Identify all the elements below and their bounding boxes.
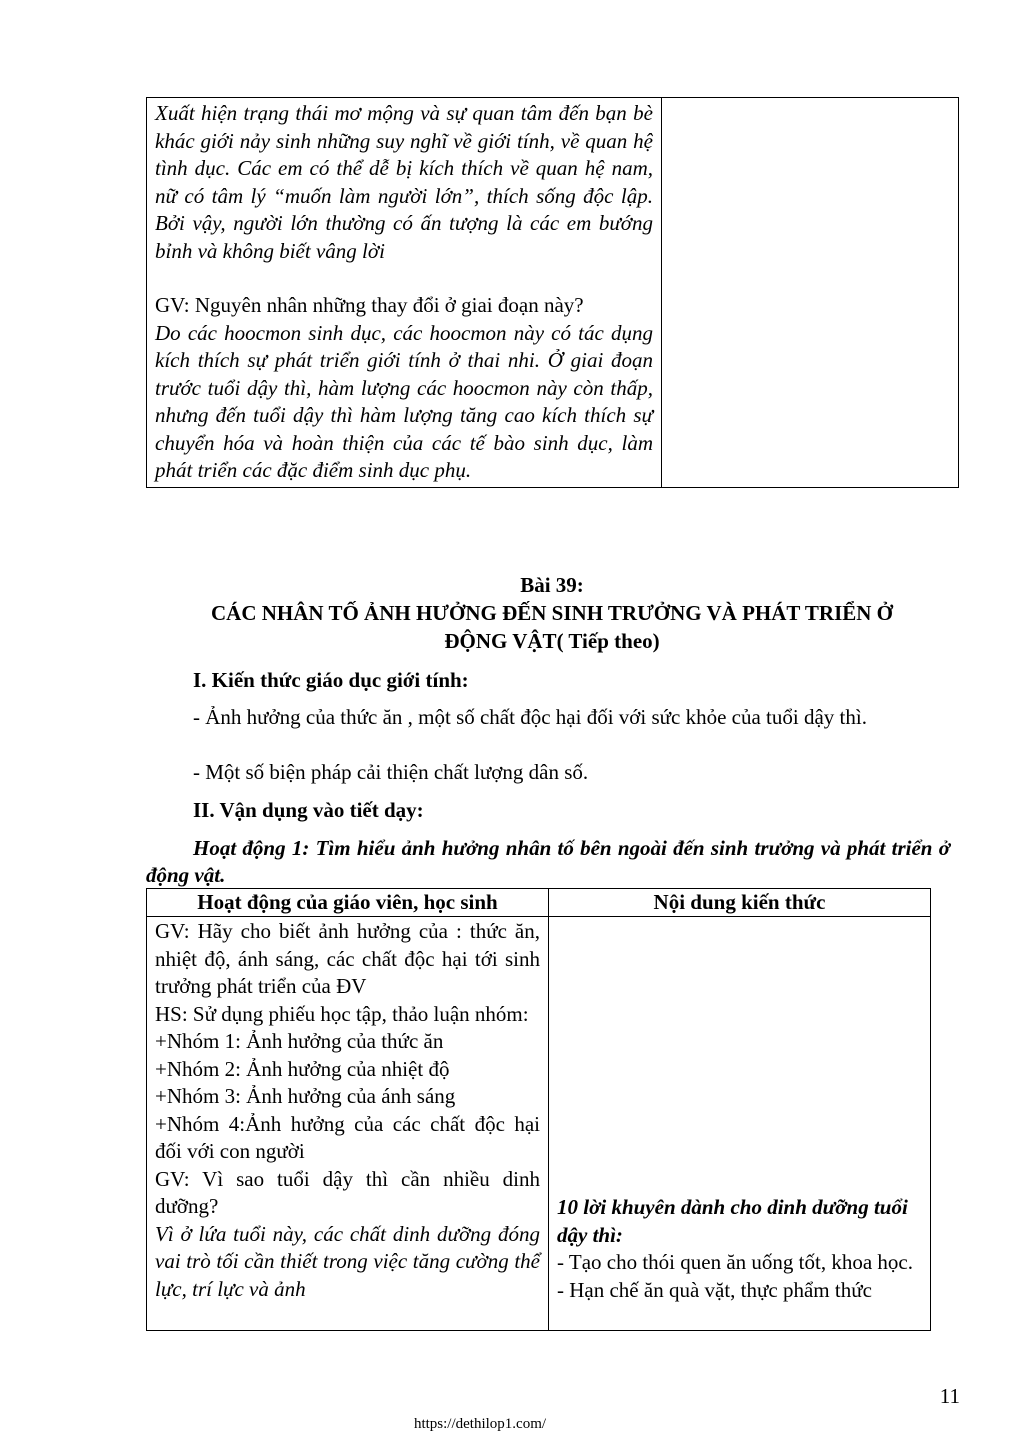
table-header-row bbox=[147, 889, 931, 917]
group-1: +Nhóm 1: Ảnh hưởng của thức ăn bbox=[155, 1029, 444, 1053]
italic-answer: Do các hoocmon sinh dục, các hoocmon này có tác dụng kích thích sự phát triển giới tính ở thai nhi. Ở giai đoạn trước tuổi dậy thì, hàm lượng các hoocmon này còn thấp, nhưng đến tuổi dậy thì hàm lượng tăng cao kích thích sự chuyển hóa và hoàn thiện của các tế bào sinh dục, làm phát triển các đặc điểm sinh dục phụ. bbox=[155, 320, 653, 482]
section2-heading: II. Vận dụng vào tiết dạy: bbox=[193, 798, 424, 822]
group-2: +Nhóm 2: Ảnh hưởng của nhiệt độ bbox=[155, 1056, 450, 1081]
table-header-activity: Hoạt động của giáo viên, học sinh bbox=[147, 889, 549, 917]
italic-answer-2: Vì ở lứa tuổi này, các chất dinh dưỡng đóng vai trò tối cần thiết trong việc tăng cường thể lực, trí lực và ảnh bbox=[155, 1221, 540, 1301]
nutrition-tip-2: - Hạn chế ăn quà vặt, thực phẩm thức bbox=[557, 1277, 872, 1302]
lesson-title-line2: ĐỘNG VẬT( Tiếp theo) bbox=[444, 629, 660, 653]
table-header-content: Nội dung kiến thức bbox=[549, 889, 931, 917]
teacher-question-1: GV: Hãy cho biết ảnh hưởng của : thức ăn, nhiệt độ, ánh sáng, các chất độc hại tới sinh trưởng phát triển của ĐV bbox=[155, 919, 540, 998]
section1-item2: - Một số biện pháp cải thiện chất lượng dân số. bbox=[193, 760, 589, 784]
nutrition-tips-heading: 10 lời khuyên dành cho dinh dưỡng tuổi dậy thì: bbox=[557, 1195, 908, 1247]
group-3: +Nhóm 3: Ảnh hưởng của ánh sáng bbox=[155, 1084, 456, 1108]
lesson-number: Bài 39: bbox=[520, 573, 584, 597]
teacher-question-2: GV: Vì sao tuổi dậy thì cần nhiều dinh dưỡng? bbox=[155, 1166, 540, 1218]
knowledge-content-cell bbox=[549, 917, 931, 1331]
section1-item1: - Ảnh hưởng của thức ăn , một số chất độc hại đối với sức khỏe của tuổi dậy thì. bbox=[193, 705, 867, 729]
page-number: 11 bbox=[939, 1384, 960, 1408]
footer-url: https://dethilop1.com/ bbox=[413, 1416, 547, 1432]
top-table-right-cell bbox=[662, 98, 959, 488]
section1-heading: I. Kiến thức giáo dục giới tính: bbox=[193, 668, 469, 692]
activity-title: Hoạt động 1: Tìm hiểu ảnh hưởng nhân tố bên ngoài đến sinh trưởng và phát triển ở động vật. bbox=[146, 836, 950, 887]
teacher-question: GV: Nguyên nhân những thay đổi ở giai đoạn này? bbox=[155, 293, 584, 317]
nutrition-tip-1: - Tạo cho thói quen ăn uống tốt, khoa học. bbox=[557, 1250, 913, 1274]
group-4: +Nhóm 4:Ảnh hưởng của các chất độc hại đối với con người bbox=[155, 1111, 540, 1163]
lesson-title-line1: CÁC NHÂN TỐ ẢNH HƯỞNG ĐẾN SINH TRƯỞNG VÀ PHÁT TRIỂN Ở bbox=[211, 601, 893, 625]
main-table bbox=[146, 888, 931, 1331]
top-table-left-cell bbox=[147, 98, 662, 488]
table-row bbox=[147, 917, 931, 1331]
italic-paragraph: Xuất hiện trạng thái mơ mộng và sự quan tâm đến bạn bè khác giới nảy sinh những suy nghĩ về giới tính, về quan hệ tình dục. Các em có thể dễ bị kích thích về quan hệ nam, nữ có tâm lý “muốn làm người lớn”, thích sống độc lập. Bởi vậy, người lớn thường có ấn tượng là các em bướng bỉnh và không biết vâng lời bbox=[155, 101, 653, 263]
teacher-activity-cell bbox=[147, 917, 549, 1331]
top-table bbox=[146, 97, 959, 488]
student-task: HS: Sử dụng phiếu học tập, thảo luận nhóm: bbox=[155, 1001, 529, 1026]
